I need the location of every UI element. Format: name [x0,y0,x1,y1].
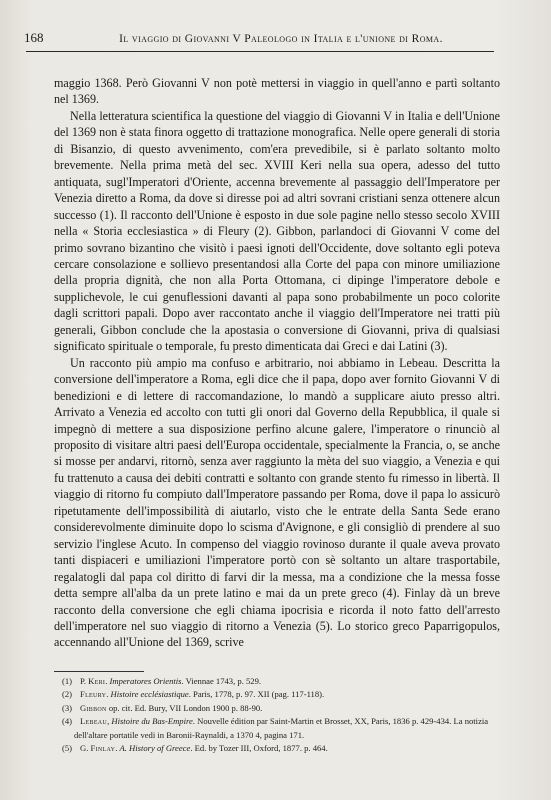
footnote-rest: Bury, VII London 1900 p. 88-90. [148,702,263,713]
footnote-author: Finlay [90,743,116,754]
running-title: Il viaggio di Giovanni V Paleologo in Italia e l'unione di Roma. [119,33,443,45]
header-rule [26,51,494,52]
body-text [54,75,500,651]
footnote-number: (5) [62,743,73,754]
paragraph: maggio 1368. Però Giovanni V non potè mettersi in viaggio in quell'anno e partì soltanto nel 1369. [54,76,500,107]
footnote [62,742,500,755]
footnote-prefix: G. [80,743,91,754]
footnote-number: (1) [62,676,73,686]
footnote-prefix: P. [80,676,89,686]
page-number: 168 [24,30,44,45]
page-header [24,30,496,48]
footnote-number: (3) [62,702,73,713]
footnote-author: Gibbon [80,702,107,713]
footnote-title: Histoire ecclésiastique [110,689,189,700]
footnote [62,702,500,715]
paragraph: Un racconto più ampio ma confuso e arbitrario, noi abbiamo in Lebeau. Descritta la conversione dell'imperatore a Roma, egli dice che il papa, dopo aver fornito Giovanni V di benedizioni e di lettere di raccomandazione, lo mandò a supplicare aiuto presso altri. Arrivato a Venezia ed accolto con tutti gli onori dal Governo della Repubblica, il quale si impegnò di mettere a sua disposizione perfino alcune galere, l'imperatore o rinunciò al proposito di visitare altri paesi dell'Europa occidentale, specialmente la Francia, o, se anche si mosse per andarvi, ritornò, senza aver raggiunto la mèta del suo viaggio, a Venezia e qui fu trattenuto a causa dei debiti contratti e soltanto con grande stento fu rimesso in libertà. Il viaggio di ritorno fu compiuto dall'Imperatore passando per Roma, dove il papa lo assicurò ripetutamente dell'impossibilità di aiutarlo, visto che le entrate della Santa Sede erano considerevolmente diminuite dopo lo scisma d'Avignone, e gli consigliò di prendere al suo servizio l'inglese Acuto. In compenso del viaggio rovinoso durante il quale aveva provato tanti dispiaceri e umiliazioni l'imperatore portò con sè soltanto un altare trasportabile, regalatogli dal papa col diritto di farvi dir la messa, ma a condizione che la messa fosse detta sempre all'alba da un prete latino e mai da un prete greco (4). Finlay dà un breve racconto della conversione che egli chiama ipocrisia e ricorda il noto fatto dell'arresto dell'imperatore nel suo viaggio di ritorno a Venezia (5). Lo storico greco Paparrigopulos, accennando all'Unione del 1369, scrive [54,355,500,650]
footnote [62,688,500,701]
paragraph: Nella letteratura scientifica la questione del viaggio di Giovanni V in Italia e dell'Unione del 1369 non è stata finora oggetto di trattazione monografica. Nelle opere generali di storia di Bisanzio, di questo avvenimento, com'era prevedibile, si è parlato soltanto molto brevemente. Nella prima metà del sec. XVIII Keri nella sua opera, adesso del tutto antiquata, sugl'Imperatori d'Oriente, accenna brevemente al passaggio dell'Imperatore per Venezia diretto a Roma, da dove si diresse poi ad altri sovrani cristiani senza ottenere alcun successo (1). Il racconto dell'Unione è esposto in due sole pagine nello stesso secolo XVIII nella « Storia ecclesiastica » di Fleury (2). Gibbon, parlandoci di Giovanni V come del primo sovrano bizantino che visitò i paesi ignoti dell'Occidente, dove soltanto egli poteva cercare consolazione e sollievo presentandosi alla Corte del papa con minore umiliazione della propria dignità, che non alla Porta Ottomana, ci dipinge l'imperatore debole e supplichevole, le cui genuflessioni davanti al papa sono probabilmente un poco colorite dagli scrittori papali. Dopo aver raccontato anche il viaggio dell'Imperatore nei tratti più generali, Gibbon conclude che la apostasia o conversione di Giovanni, priva di qualsiasi significato spirituale o temporale, fu presto dimenticata dai Greci e dai Latini (3). [54,108,500,354]
footnote-rule [54,671,144,672]
footnote-rest: . Viennae 1743, p. 529. [181,676,262,686]
footnote-title: Histoire du Bas-Empire [111,716,193,727]
footnote-author: Lebeau [80,716,108,727]
footnote-separator: , [107,716,112,727]
footnote-title: A. History of Greece [119,743,191,754]
footnote-number: (4) [62,716,73,727]
footnote-separator: . [106,689,111,700]
footnote-number: (2) [62,689,73,700]
footnote-title: Imperatores Orientis [109,676,182,686]
footnote-rest: . Ed. by Tozer III, Oxford, 1877. p. 464. [190,743,328,754]
footnotes [62,675,500,755]
footnote-separator: op. cit. Ed. [106,702,149,713]
footnote [62,715,500,742]
footnote-rest: . Paris, 1778, p. 97. XII (pag. 117-118). [188,689,325,700]
footnote-separator: . [105,676,110,686]
footnote-rest: . Nouvelle édition par Saint-Martin et Brosset, XX, Paris, 1836 p. 429-434. La notizia dell'altare portatile vedi in Baronii-Raynaldi, a 1370 4, pagina 171. [74,716,489,740]
footnote-author: Keri [88,676,106,686]
footnote [62,675,500,688]
footnote-author: Fleury [80,689,107,700]
footnote-separator: . [115,743,120,754]
